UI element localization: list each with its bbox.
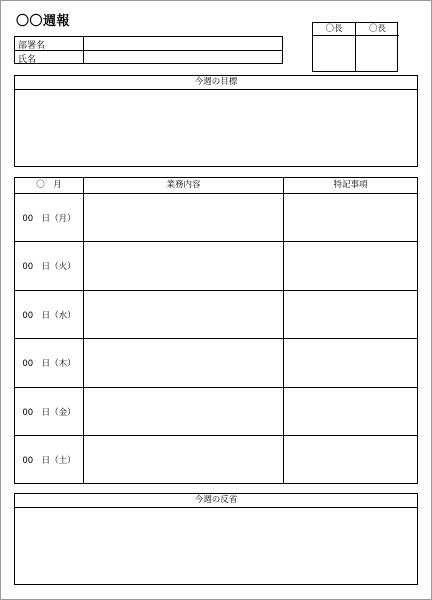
day-row (15, 388, 417, 436)
stamp-column-1[interactable] (313, 23, 355, 71)
day-row (15, 339, 417, 388)
schedule-table (14, 177, 418, 484)
tasks-cell[interactable] (84, 291, 283, 338)
stamp-label-1: 〇長 (313, 23, 355, 36)
tasks-cell[interactable] (84, 436, 283, 483)
reflection-heading: 今週の反省 (15, 494, 417, 508)
goals-heading: 今週の目標 (15, 76, 417, 90)
department-field[interactable] (85, 37, 282, 50)
day-row (15, 194, 417, 242)
tasks-cell[interactable] (84, 194, 283, 241)
notes-cell[interactable] (284, 339, 417, 387)
reflection-section (14, 493, 418, 585)
report-title: 〇〇週報 (16, 14, 71, 29)
day-label: 00 日（金） (22, 407, 76, 418)
notes-cell[interactable] (284, 194, 417, 241)
day-row (15, 436, 417, 483)
name-field[interactable] (85, 51, 282, 64)
notes-cell[interactable] (284, 291, 417, 338)
tasks-cell[interactable] (84, 339, 283, 387)
tasks-header: 業務内容 (166, 180, 201, 190)
name-row (15, 51, 282, 64)
schedule-header-row (15, 178, 417, 194)
department-label: 部署名 (18, 41, 46, 51)
day-label: 00 日（木） (22, 359, 76, 369)
stamp-label-2: 〇長 (356, 23, 399, 36)
day-label: 00 日（月） (22, 213, 76, 224)
info-table (14, 36, 283, 64)
notes-cell[interactable] (284, 242, 417, 290)
day-label: 00 日（土） (22, 455, 76, 466)
notes-cell[interactable] (284, 388, 417, 435)
tasks-cell[interactable] (84, 388, 283, 435)
notes-cell[interactable] (284, 436, 417, 483)
day-row (15, 242, 417, 291)
tasks-cell[interactable] (84, 242, 283, 290)
notes-header: 特記事項 (333, 180, 368, 190)
goals-field[interactable] (15, 90, 417, 166)
reflection-field[interactable] (15, 508, 417, 584)
month-header: 〇 月 (36, 180, 62, 190)
approval-stamps (312, 22, 398, 72)
day-label: 00 日（水） (22, 310, 76, 321)
day-label: 00 日（火） (22, 262, 76, 272)
name-label: 氏名 (18, 55, 37, 65)
stamp-column-2[interactable] (355, 23, 399, 71)
department-row (15, 37, 282, 51)
day-row (15, 291, 417, 339)
goals-section (14, 75, 418, 167)
